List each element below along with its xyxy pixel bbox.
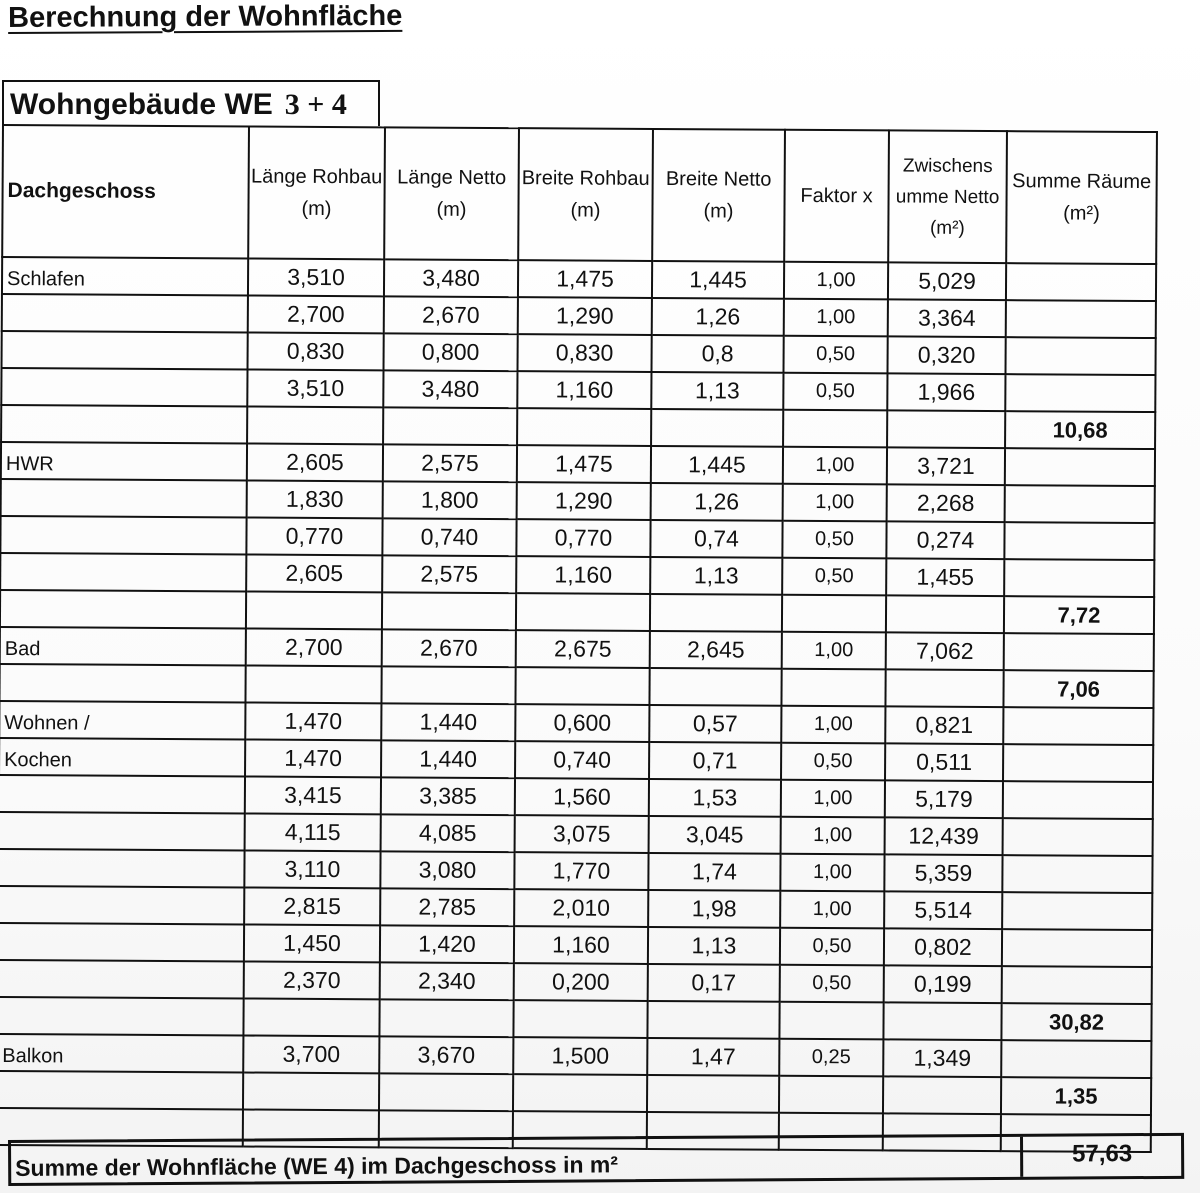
factor-cell: 0,50 (783, 336, 887, 374)
factor-cell (782, 595, 886, 633)
subtotal-cell: 0,511 (885, 743, 1003, 781)
width-raw-cell: 1,560 (515, 778, 649, 816)
subtotal-cell: 2,268 (887, 484, 1005, 522)
length-raw-cell: 3,510 (247, 370, 383, 408)
length-net-cell: 2,670 (384, 296, 518, 334)
width-net-cell (647, 1075, 779, 1113)
total-area-label: Summe der Wohnfläche (WE 4) im Dachgeschoss in m² (15, 1151, 619, 1181)
document-title: Berechnung der Wohnfläche (8, 0, 403, 34)
area-calculation-table (0, 124, 1158, 1153)
factor-cell: 0,50 (781, 743, 885, 781)
width-raw-cell: 3,075 (515, 815, 649, 853)
length-net-cell: 1,800 (383, 481, 517, 519)
length-raw-cell (245, 665, 381, 703)
width-net-cell (649, 668, 781, 706)
width-raw-cell: 1,475 (518, 260, 652, 298)
subtotal-cell: 1,349 (883, 1039, 1001, 1077)
width-raw-cell (516, 593, 650, 631)
subtotal-cell: 0,274 (886, 521, 1004, 559)
column-header-length-net: Länge Netto (m) (384, 127, 519, 260)
width-net-cell: 1,26 (652, 298, 784, 336)
length-net-cell: 2,670 (382, 629, 516, 667)
room-sum-cell (1002, 892, 1152, 930)
width-raw-cell: 1,160 (514, 926, 648, 964)
width-net-cell: 0,17 (648, 964, 780, 1002)
room-sum-cell (1001, 1040, 1151, 1078)
factor-cell: 1,00 (780, 854, 884, 892)
table-header-row (2, 125, 1157, 264)
width-raw-cell: 1,160 (517, 371, 651, 409)
room-sum-cell: 30,82 (1001, 1003, 1151, 1041)
width-raw-cell: 0,830 (517, 334, 651, 372)
factor-cell: 0,50 (782, 558, 886, 596)
length-raw-cell: 3,415 (245, 776, 381, 814)
width-raw-cell (517, 408, 651, 446)
length-net-cell: 2,575 (383, 444, 517, 482)
length-net-cell: 2,575 (382, 555, 516, 593)
width-raw-cell: 1,475 (517, 445, 651, 483)
subtotal-cell: 3,364 (888, 299, 1006, 337)
factor-cell: 1,00 (782, 632, 886, 670)
factor-cell: 0,50 (783, 373, 887, 411)
length-raw-cell: 3,700 (243, 1035, 379, 1073)
subtotal-cell: 0,821 (885, 706, 1003, 744)
width-net-cell: 1,445 (651, 446, 783, 484)
factor-cell: 1,00 (783, 447, 887, 485)
factor-cell: 1,00 (781, 780, 885, 818)
length-raw-cell: 3,510 (248, 259, 384, 297)
subtotal-cell: 7,062 (886, 632, 1004, 670)
room-sum-cell (1002, 966, 1152, 1004)
subtotal-cell: 0,802 (884, 928, 1002, 966)
room-sum-cell (1005, 337, 1155, 375)
room-sum-cell (1006, 300, 1156, 338)
width-net-cell: 1,98 (648, 890, 780, 928)
room-sum-cell: 1,35 (1001, 1077, 1151, 1115)
length-raw-cell (246, 592, 382, 630)
subtotal-cell: 5,029 (888, 262, 1006, 300)
room-sum-cell (1003, 781, 1153, 819)
width-net-cell: 1,74 (648, 853, 780, 891)
length-raw-cell: 2,815 (244, 887, 380, 925)
subtotal-cell: 5,359 (884, 854, 1002, 892)
width-net-cell: 0,8 (651, 335, 783, 373)
length-raw-cell: 3,110 (244, 850, 380, 888)
subtotal-cell (883, 1002, 1001, 1040)
length-net-cell (381, 666, 515, 704)
width-raw-cell: 1,770 (514, 852, 648, 890)
length-net-cell: 3,480 (383, 370, 517, 408)
column-header-width-raw: Breite Rohbau (m) (518, 128, 653, 261)
room-cell (0, 849, 245, 888)
room-cell (2, 294, 248, 333)
length-raw-cell: 2,700 (248, 296, 384, 334)
length-net-cell: 3,080 (380, 851, 514, 889)
width-net-cell: 1,13 (650, 557, 782, 595)
length-net-cell (379, 1073, 513, 1111)
column-header-width-net: Breite Netto (m) (652, 129, 785, 262)
width-raw-cell: 0,600 (515, 704, 649, 742)
factor-cell: 1,00 (780, 891, 884, 929)
width-net-cell: 1,445 (652, 261, 784, 299)
length-net-cell: 1,440 (381, 703, 515, 741)
subtotal-cell (885, 669, 1003, 707)
length-raw-cell: 2,605 (246, 555, 382, 593)
length-raw-cell: 2,370 (244, 961, 380, 999)
length-net-cell: 2,340 (380, 962, 514, 1000)
room-cell (0, 923, 244, 962)
room-cell (1, 368, 247, 407)
factor-cell: 0,50 (780, 928, 884, 966)
room-sum-cell (1003, 707, 1153, 745)
building-label: Wohngebäude WE (10, 88, 273, 121)
length-raw-cell: 1,450 (244, 924, 380, 962)
length-net-cell (383, 407, 517, 445)
room-cell (0, 1071, 243, 1110)
width-raw-cell (513, 1000, 647, 1038)
length-net-cell: 1,440 (381, 740, 515, 778)
column-header-floor: Dachgeschoss (2, 125, 249, 259)
width-raw-cell: 1,160 (516, 556, 650, 594)
width-raw-cell: 2,675 (516, 630, 650, 668)
factor-cell: 1,00 (783, 484, 887, 522)
room-cell (0, 886, 244, 925)
width-net-cell: 0,71 (649, 742, 781, 780)
width-net-cell: 0,74 (650, 520, 782, 558)
factor-cell (779, 1076, 883, 1114)
building-units: 3 + 4 (284, 88, 347, 121)
subtotal-cell: 1,455 (886, 558, 1004, 596)
length-raw-cell (243, 1072, 379, 1110)
room-sum-cell (1003, 744, 1153, 782)
length-net-cell: 3,670 (379, 1036, 513, 1074)
room-cell: HWR (1, 442, 247, 481)
room-sum-cell (1004, 633, 1154, 671)
table-body (0, 257, 1156, 1152)
total-area-box (8, 1133, 1184, 1186)
length-raw-cell: 2,700 (246, 628, 382, 666)
subtotal-cell: 12,439 (885, 817, 1003, 855)
width-raw-cell: 0,200 (514, 963, 648, 1001)
room-sum-cell (1004, 522, 1154, 560)
width-net-cell (647, 1001, 779, 1039)
area-calculation-table-wrapper (0, 124, 1158, 1153)
factor-cell: 1,00 (784, 262, 888, 300)
width-net-cell: 1,53 (649, 779, 781, 817)
room-sum-cell (1005, 485, 1155, 523)
length-raw-cell: 0,830 (248, 333, 384, 371)
length-net-cell (382, 592, 516, 630)
factor-cell (779, 1002, 883, 1040)
column-header-length-raw: Länge Rohbau (m) (248, 127, 385, 260)
subtotal-cell: 5,179 (885, 780, 1003, 818)
column-header-room-sum: Summe Räume (m²) (1006, 131, 1157, 264)
room-cell (0, 590, 246, 629)
room-sum-cell: 10,68 (1005, 411, 1155, 449)
width-raw-cell: 1,290 (518, 297, 652, 335)
room-sum-cell (1004, 559, 1154, 597)
length-net-cell: 4,085 (381, 814, 515, 852)
room-sum-cell (1005, 448, 1155, 486)
factor-cell: 0,50 (782, 521, 886, 559)
width-raw-cell: 0,740 (515, 741, 649, 779)
width-net-cell: 0,57 (649, 705, 781, 743)
room-cell: Balkon (0, 1034, 243, 1073)
length-net-cell (379, 999, 513, 1037)
width-net-cell (650, 594, 782, 632)
factor-cell: 1,00 (781, 706, 885, 744)
length-net-cell: 3,385 (381, 777, 515, 815)
column-header-factor: Faktor x (784, 130, 889, 263)
room-sum-cell: 7,06 (1003, 670, 1153, 708)
width-net-cell: 3,045 (649, 816, 781, 854)
room-cell (0, 553, 246, 592)
width-raw-cell (513, 1074, 647, 1112)
room-cell (0, 664, 246, 703)
subtotal-cell: 0,320 (887, 336, 1005, 374)
length-net-cell: 1,420 (380, 925, 514, 963)
length-net-cell: 3,480 (384, 259, 518, 297)
total-area-value: 57,63 (1020, 1136, 1181, 1177)
factor-cell (783, 410, 887, 448)
width-raw-cell: 1,500 (513, 1037, 647, 1075)
width-net-cell: 1,47 (647, 1038, 779, 1076)
length-raw-cell: 4,115 (245, 813, 381, 851)
width-raw-cell: 2,010 (514, 889, 648, 927)
room-sum-cell (1003, 818, 1153, 856)
width-net-cell: 1,13 (648, 927, 780, 965)
width-net-cell: 1,26 (651, 483, 783, 521)
room-cell (0, 997, 244, 1036)
subtotal-cell: 3,721 (887, 447, 1005, 485)
width-raw-cell: 1,290 (517, 482, 651, 520)
width-raw-cell (515, 667, 649, 705)
factor-cell: 0,25 (779, 1039, 883, 1077)
room-cell: Wohnen / (0, 701, 245, 740)
width-net-cell (651, 409, 783, 447)
factor-cell: 1,00 (781, 817, 885, 855)
room-cell (0, 960, 244, 999)
room-sum-cell (1006, 263, 1156, 301)
room-cell (0, 775, 245, 814)
length-raw-cell (243, 998, 379, 1036)
factor-cell (781, 669, 885, 707)
room-sum-cell (1002, 929, 1152, 967)
factor-cell: 1,00 (784, 299, 888, 337)
width-net-cell: 2,645 (650, 631, 782, 669)
room-cell: Schlafen (2, 257, 248, 296)
subtotal-cell (886, 595, 1004, 633)
room-cell (0, 516, 246, 555)
length-raw-cell (247, 407, 383, 445)
length-raw-cell: 2,605 (247, 444, 383, 482)
length-raw-cell: 1,830 (247, 481, 383, 519)
building-header (2, 80, 380, 126)
width-net-cell: 1,13 (651, 372, 783, 410)
room-sum-cell: 7,72 (1004, 596, 1154, 634)
subtotal-cell: 1,966 (887, 373, 1005, 411)
room-sum-cell (1005, 374, 1155, 412)
length-net-cell: 0,740 (382, 518, 516, 556)
subtotal-cell (887, 410, 1005, 448)
room-cell (1, 479, 247, 518)
room-cell (0, 812, 245, 851)
room-sum-cell (1002, 855, 1152, 893)
subtotal-cell (883, 1076, 1001, 1114)
length-net-cell: 0,800 (384, 333, 518, 371)
factor-cell: 0,50 (780, 965, 884, 1003)
length-raw-cell: 1,470 (245, 702, 381, 740)
room-cell (1, 405, 247, 444)
length-raw-cell: 0,770 (246, 518, 382, 556)
column-header-subtotal: Zwischens umme Netto (m²) (888, 130, 1007, 263)
length-net-cell: 2,785 (380, 888, 514, 926)
room-cell: Bad (0, 627, 246, 666)
subtotal-cell: 5,514 (884, 891, 1002, 929)
subtotal-cell: 0,199 (884, 965, 1002, 1003)
room-cell: Kochen (0, 738, 245, 777)
length-raw-cell: 1,470 (245, 739, 381, 777)
width-raw-cell: 0,770 (516, 519, 650, 557)
room-cell (2, 331, 248, 370)
